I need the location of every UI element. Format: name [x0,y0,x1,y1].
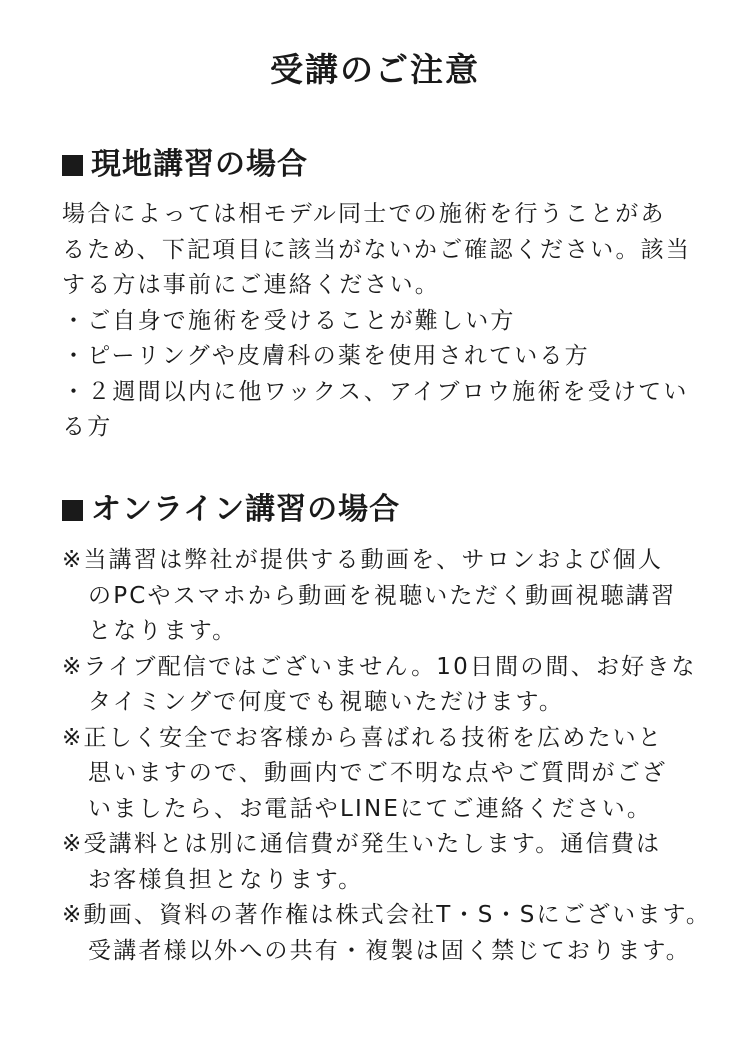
note-item: ※受講料とは別に通信費が発生いたします。通信費は [62,831,662,857]
bullet-item: ・ご自身で施術を受けることが難しい方 [62,307,516,334]
note-item-continuation: のPCやスマホから動画を視聴いただく動画視聴講習 [88,582,677,609]
note-item: ※ライブ配信ではございません。10日間の間、お好きな [62,653,697,680]
note-item: ※正しく安全でお客様から喜ばれる技術を広めたいと [62,724,664,751]
body-line: るため、下記項目に該当がないかご確認ください。該当 [62,236,692,263]
note-item: ※動画、資料の著作権は株式会社T・S・Sにございます。 [62,902,712,928]
note-item-continuation: 受講者様以外への共有・複製は固く禁じております。 [88,937,691,964]
section-body-onsite [62,197,702,446]
page-title: 受講のご注意 [270,50,480,89]
section-heading-label: オンライン講習の場合 [91,492,401,527]
note-item-continuation: 思いますので、動画内でご不明な点やご質問がござ [88,760,668,786]
note-item-continuation: いましたら、お電話やLINEにてご連絡ください。 [88,795,653,822]
bullet-item: ・ピーリングや皮膚科の薬を使用されている方 [62,343,590,369]
body-line: 場合によっては相モデル同士での施術を行うことがあ [62,201,666,227]
note-item-continuation: お客様負担となります。 [88,866,364,893]
section-heading-onsite [62,145,308,185]
section-body-online [62,543,712,969]
bullet-item: ・２週間以内に他ワックス、アイブロウ施術を受けてい [62,378,689,405]
note-item-continuation: となります。 [88,618,238,644]
section-heading-label: 現地講習の場合 [91,147,308,182]
body-line: する方は事前にご連絡ください。 [62,272,440,298]
note-item: ※当講習は弊社が提供する動画を、サロンおよび個人 [62,547,664,573]
note-item-continuation: タイミングで何度でも視聴いただけます。 [88,689,565,715]
black-square-icon [62,155,83,176]
black-square-icon [62,500,83,521]
bullet-item-continuation: る方 [62,414,113,440]
section-heading-online [62,490,400,530]
